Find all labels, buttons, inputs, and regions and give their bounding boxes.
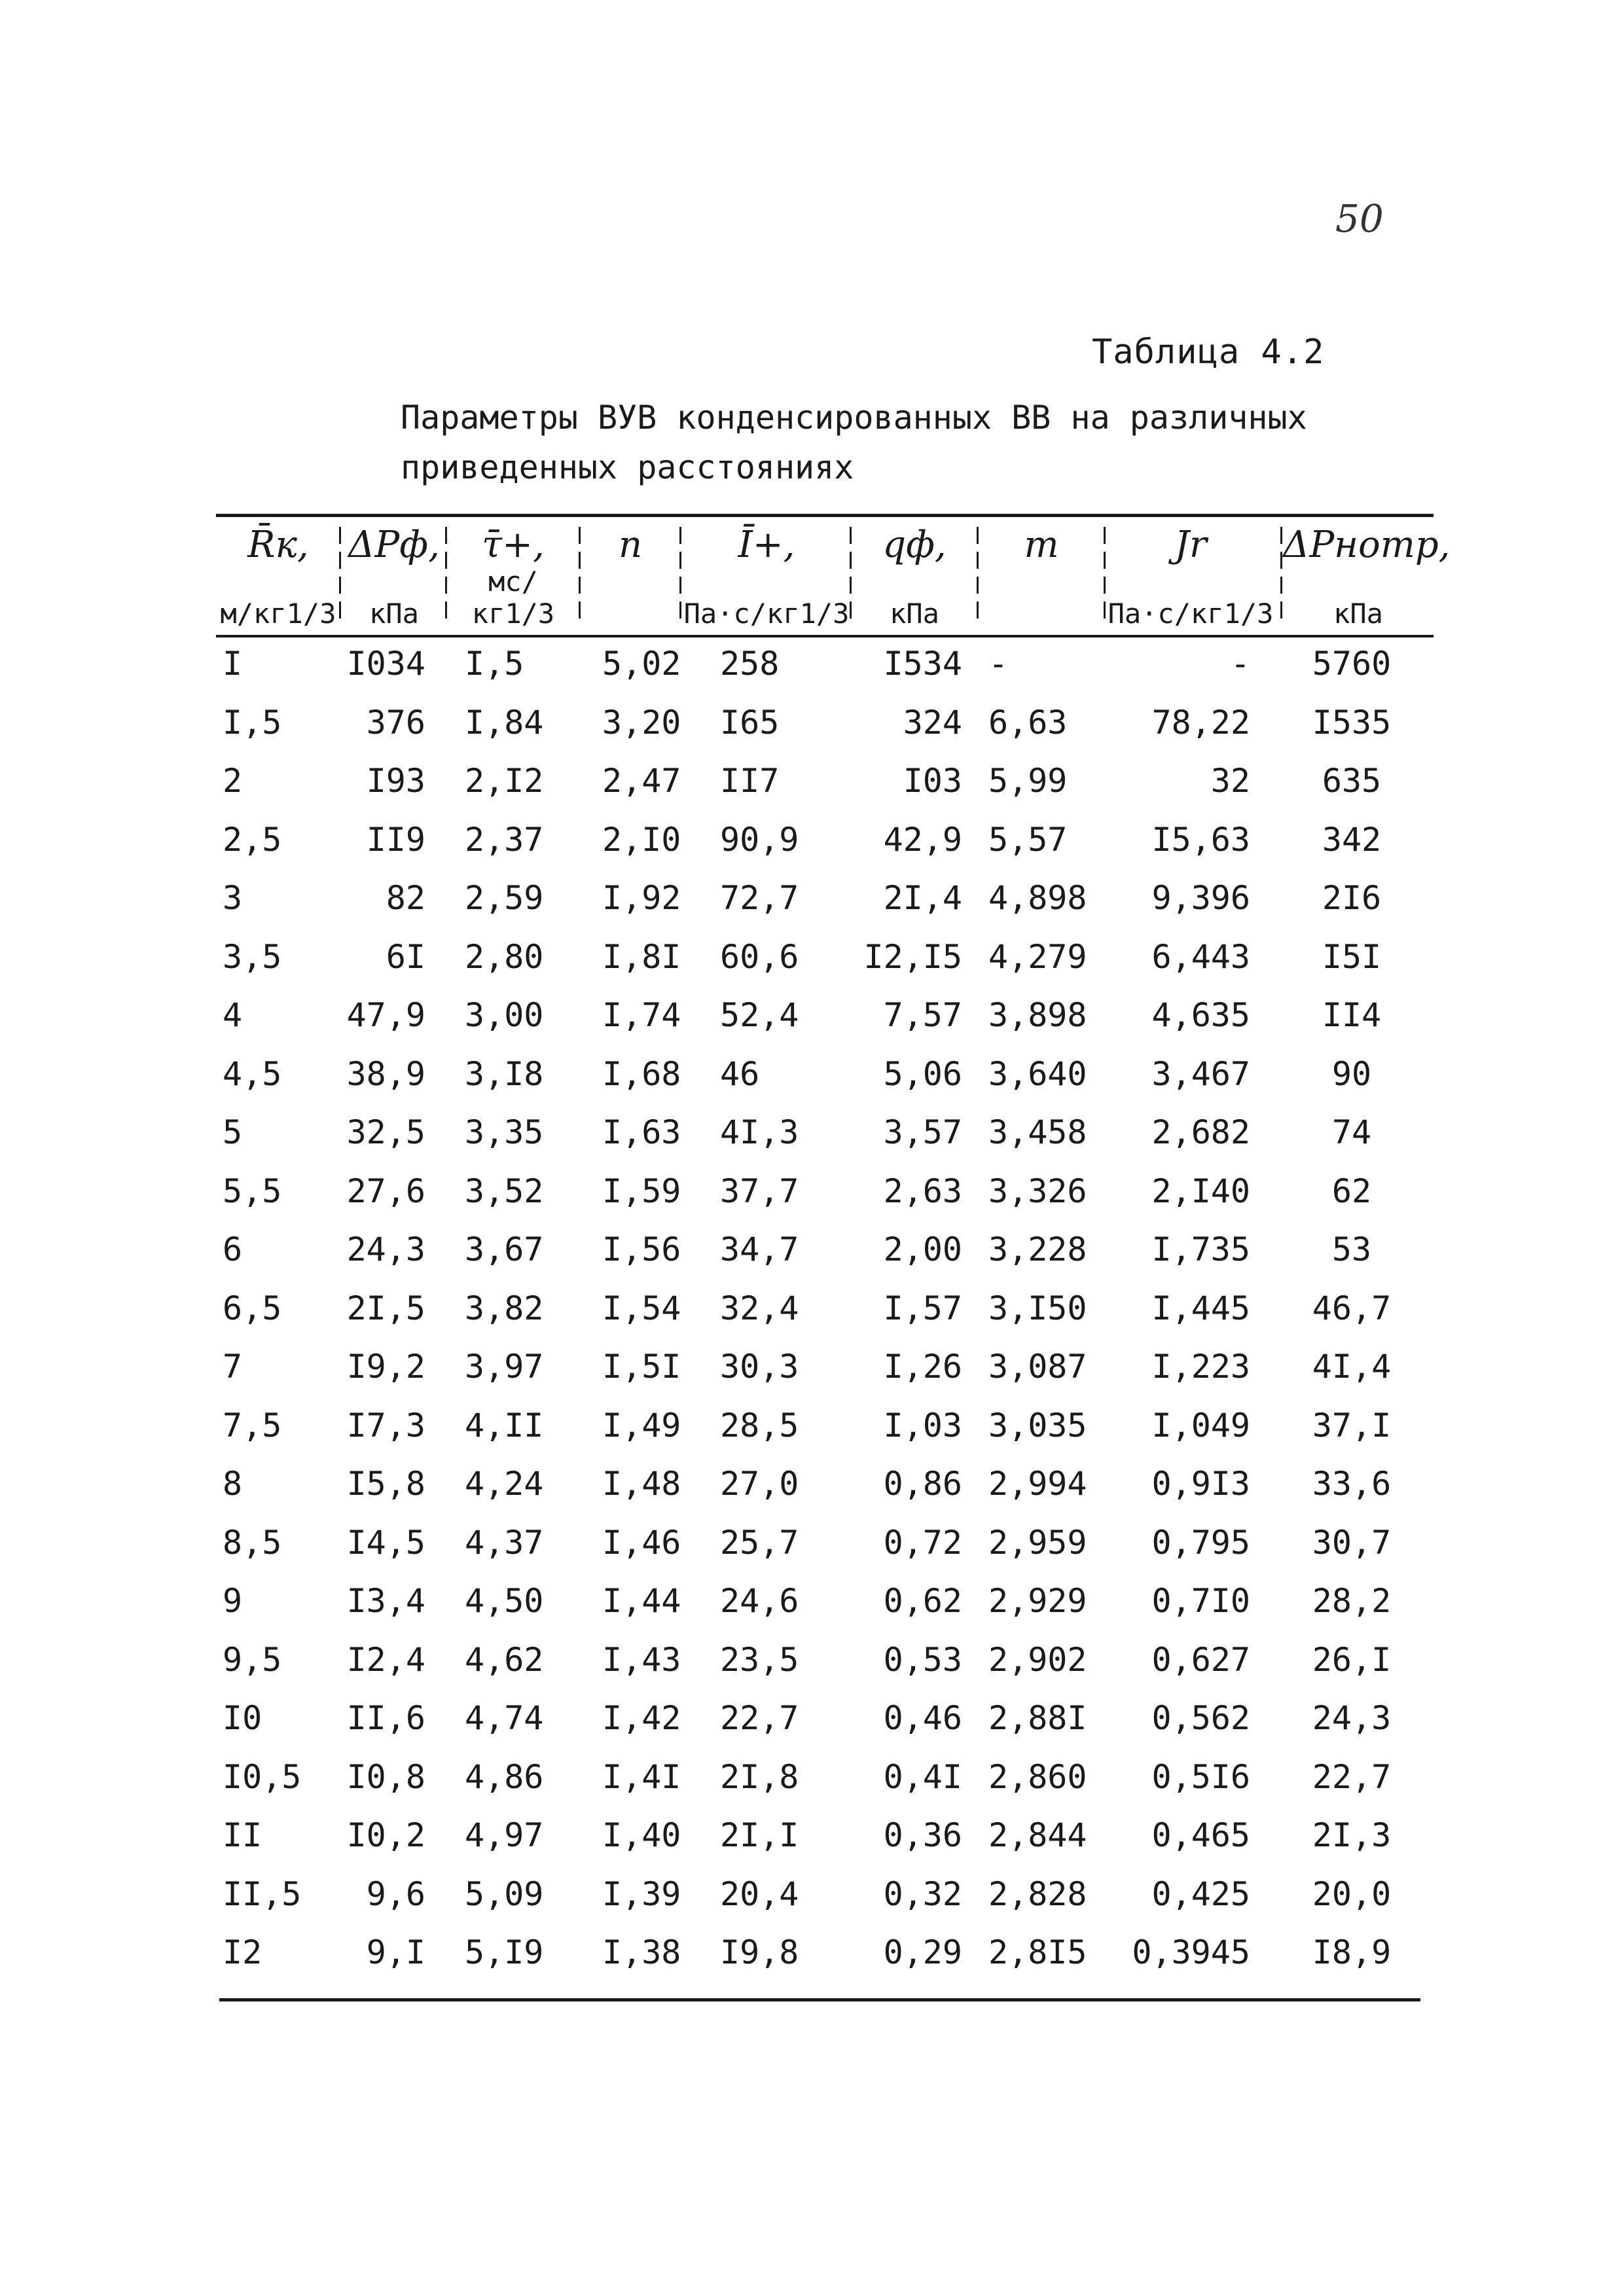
table-cell: 3,035 bbox=[988, 1406, 1087, 1444]
table-cell: 2,929 bbox=[988, 1582, 1087, 1620]
table-cell: 2,844 bbox=[988, 1816, 1087, 1854]
table-cell: 0,7I0 bbox=[1151, 1582, 1250, 1620]
table-cell: 0,9I3 bbox=[1151, 1465, 1250, 1503]
table-cell: 0,53 bbox=[883, 1640, 962, 1679]
table-cell: 2,I40 bbox=[1151, 1172, 1250, 1210]
table-cell: I9,2 bbox=[346, 1348, 425, 1386]
table-cell: 4,II bbox=[465, 1406, 544, 1444]
table-cell: I535 bbox=[1312, 703, 1392, 742]
table-cell: 3,326 bbox=[988, 1172, 1087, 1210]
table-cell: 2,00 bbox=[883, 1230, 962, 1268]
table-cell: 34,7 bbox=[720, 1230, 799, 1268]
table-row bbox=[216, 1348, 1434, 1407]
table-row bbox=[216, 1816, 1434, 1875]
table-cell: 2 bbox=[223, 762, 243, 800]
table-cell: 4,97 bbox=[465, 1816, 544, 1854]
table-cell: 0,425 bbox=[1151, 1874, 1250, 1913]
table-cell: 4,5 bbox=[223, 1054, 282, 1093]
table-cell: 8 bbox=[223, 1465, 243, 1503]
table-cell: I534 bbox=[883, 645, 962, 683]
table-cell: 3,228 bbox=[988, 1230, 1087, 1268]
table-cell: 6,443 bbox=[1151, 937, 1250, 976]
table-cell: 9 bbox=[223, 1582, 243, 1620]
table-cell: I,5 bbox=[465, 645, 524, 683]
table-cell: 28,5 bbox=[720, 1406, 799, 1444]
table-cell: 3,97 bbox=[465, 1348, 544, 1386]
table-cell: 38,9 bbox=[346, 1054, 425, 1093]
table-cell: 37,7 bbox=[720, 1172, 799, 1210]
table-cell: I,92 bbox=[602, 879, 681, 917]
table-cell: 0,3945 bbox=[1132, 1933, 1250, 1971]
table-cell: 53 bbox=[1331, 1230, 1372, 1268]
table-cell: 6,5 bbox=[223, 1289, 282, 1327]
data-table bbox=[216, 645, 1434, 1992]
table-row bbox=[216, 1582, 1434, 1641]
table-cell: 7,5 bbox=[223, 1406, 282, 1444]
table-cell: II,6 bbox=[346, 1699, 425, 1737]
table-row bbox=[216, 1699, 1434, 1758]
table-cell: 3,458 bbox=[988, 1113, 1087, 1151]
header-unit: Па·с/кг1/3 bbox=[1108, 598, 1274, 630]
header-unit: кПа bbox=[1333, 598, 1383, 630]
table-cell: I,40 bbox=[602, 1816, 681, 1854]
header-unit: кПа bbox=[369, 598, 419, 630]
header-symbol: m bbox=[1024, 524, 1059, 566]
table-cell: 4,86 bbox=[465, 1757, 544, 1796]
table-cell: I034 bbox=[346, 645, 425, 683]
table-cell: 5,09 bbox=[465, 1874, 544, 1913]
table-cell: 62 bbox=[1331, 1172, 1372, 1210]
table-cell: 0,4I bbox=[883, 1757, 962, 1796]
column-separator bbox=[679, 527, 681, 625]
table-cell: I5,8 bbox=[346, 1465, 425, 1503]
table-row bbox=[216, 1758, 1434, 1817]
table-cell: 4I,4 bbox=[1312, 1348, 1392, 1386]
table-cell: I,223 bbox=[1151, 1348, 1250, 1386]
table-cell: 2,828 bbox=[988, 1874, 1087, 1913]
table-cell: 20,0 bbox=[1312, 1874, 1392, 1913]
table-cell: 52,4 bbox=[720, 996, 799, 1034]
table-row bbox=[216, 1465, 1434, 1524]
header-col-impulse bbox=[682, 524, 851, 635]
table-cell: 6,63 bbox=[988, 703, 1068, 742]
table-cell: 4,898 bbox=[988, 879, 1087, 917]
header-unit: мс/кг1/3 bbox=[471, 565, 555, 630]
table-cell: I2,I5 bbox=[863, 937, 962, 976]
table-cell: I,68 bbox=[602, 1054, 681, 1093]
table-cell: I7,3 bbox=[346, 1406, 425, 1444]
table-row bbox=[216, 1113, 1434, 1172]
table-cell: I,43 bbox=[602, 1640, 681, 1679]
table-cell: 635 bbox=[1322, 762, 1382, 800]
table-cell: 3,82 bbox=[465, 1289, 544, 1327]
table-cell: I,57 bbox=[883, 1289, 962, 1327]
table-cell: 376 bbox=[366, 703, 425, 742]
table-cell: 4,635 bbox=[1151, 996, 1250, 1034]
column-separator bbox=[445, 527, 447, 625]
column-separator bbox=[1280, 527, 1282, 625]
table-cell: 324 bbox=[903, 703, 962, 742]
table-cell: 5,99 bbox=[988, 762, 1068, 800]
table-cell: I bbox=[223, 645, 243, 683]
caption-line-2: приведенных расстояниях bbox=[401, 448, 854, 486]
table-cell: 4,24 bbox=[465, 1465, 544, 1503]
table-cell: I,54 bbox=[602, 1289, 681, 1327]
table-row bbox=[216, 1524, 1434, 1583]
table-cell: 7,57 bbox=[883, 996, 962, 1034]
table-cell: 5,I9 bbox=[465, 1933, 544, 1971]
table-cell: 30,7 bbox=[1312, 1523, 1392, 1562]
table-cell: 0,5I6 bbox=[1151, 1757, 1250, 1796]
table-cell: 4I,3 bbox=[720, 1113, 799, 1151]
table-cell: 5,02 bbox=[602, 645, 681, 683]
table-cell: - bbox=[988, 645, 1009, 683]
table-cell: I0,8 bbox=[346, 1757, 425, 1796]
header-col-n bbox=[581, 524, 679, 635]
table-cell: 32 bbox=[1210, 762, 1250, 800]
table-cell: I,44 bbox=[602, 1582, 681, 1620]
table-row bbox=[216, 762, 1434, 821]
table-cell: I,38 bbox=[602, 1933, 681, 1971]
table-cell: 0,46 bbox=[883, 1699, 962, 1737]
table-cell: 22,7 bbox=[1312, 1757, 1392, 1796]
table-cell: 2,37 bbox=[465, 820, 544, 859]
table-cell: I,59 bbox=[602, 1172, 681, 1210]
table-cell: I,42 bbox=[602, 1699, 681, 1737]
table-cell: I,63 bbox=[602, 1113, 681, 1151]
table-cell: 3 bbox=[223, 879, 243, 917]
table-cell: 5,57 bbox=[988, 820, 1068, 859]
table-cell: 2,994 bbox=[988, 1465, 1087, 1503]
table-cell: I0 bbox=[223, 1699, 262, 1737]
table-cell: 2,682 bbox=[1151, 1113, 1250, 1151]
table-cell: I,5I bbox=[602, 1348, 681, 1386]
table-row bbox=[216, 704, 1434, 762]
header-col-qf bbox=[852, 524, 977, 635]
table-row bbox=[216, 1289, 1434, 1348]
header-unit: Па·с/кг1/3 bbox=[683, 598, 850, 630]
table-cell: 0,72 bbox=[883, 1523, 962, 1562]
table-cell: II9 bbox=[366, 820, 425, 859]
table-cell: 5 bbox=[223, 1113, 243, 1151]
table-cell: 2,88I bbox=[988, 1699, 1087, 1737]
table-cell: I,84 bbox=[465, 703, 544, 742]
table-cell: 0,32 bbox=[883, 1874, 962, 1913]
table-cell: 60,6 bbox=[720, 937, 799, 976]
table-cell: 2,959 bbox=[988, 1523, 1087, 1562]
table-cell: 2I6 bbox=[1322, 879, 1382, 917]
table-cell: 78,22 bbox=[1151, 703, 1250, 742]
table-cell: 2,8I5 bbox=[988, 1933, 1087, 1971]
table-row bbox=[216, 821, 1434, 880]
header-col-r bbox=[216, 524, 340, 635]
table-cell: 3,00 bbox=[465, 996, 544, 1034]
table-cell: I0,5 bbox=[223, 1757, 302, 1796]
table-cell: 9,396 bbox=[1151, 879, 1250, 917]
header-symbol: Ī+, bbox=[738, 524, 795, 566]
table-top-rule bbox=[216, 514, 1434, 517]
header-symbol: ΔPф, bbox=[348, 524, 440, 566]
table-cell: 27,0 bbox=[720, 1465, 799, 1503]
table-cell: - bbox=[1230, 645, 1250, 683]
table-cell: I,5 bbox=[223, 703, 282, 742]
table-cell: I,049 bbox=[1151, 1406, 1250, 1444]
table-cell: I8,9 bbox=[1312, 1933, 1392, 1971]
table-cell: 32,4 bbox=[720, 1289, 799, 1327]
table-cell: 74 bbox=[1331, 1113, 1372, 1151]
table-cell: 9,6 bbox=[366, 1874, 425, 1913]
header-symbol: ΔPнотр, bbox=[1283, 524, 1451, 566]
table-cell: 2,47 bbox=[602, 762, 681, 800]
table-cell: 2,902 bbox=[988, 1640, 1087, 1679]
page-number: 50 bbox=[1335, 196, 1384, 241]
table-cell: 42,9 bbox=[883, 820, 962, 859]
table-cell: I,4I bbox=[602, 1757, 681, 1796]
header-col-dpf bbox=[342, 524, 446, 635]
table-cell: II,5 bbox=[223, 1874, 302, 1913]
table-cell: II bbox=[223, 1816, 262, 1854]
table-cell: 82 bbox=[386, 879, 425, 917]
table-cell: 23,5 bbox=[720, 1640, 799, 1679]
column-separator bbox=[1104, 527, 1106, 625]
table-cell: 8,5 bbox=[223, 1523, 282, 1562]
table-cell: I,8I bbox=[602, 937, 681, 976]
header-col-jr bbox=[1106, 524, 1275, 635]
table-row bbox=[216, 1933, 1434, 1992]
header-symbol: n bbox=[618, 524, 643, 566]
table-row bbox=[216, 938, 1434, 997]
table-cell: I,735 bbox=[1151, 1230, 1250, 1268]
table-cell: I3,4 bbox=[346, 1582, 425, 1620]
table-row bbox=[216, 1055, 1434, 1114]
table-cell: 2,80 bbox=[465, 937, 544, 976]
table-cell: 3,087 bbox=[988, 1348, 1087, 1386]
table-cell: 27,6 bbox=[346, 1172, 425, 1210]
table-cell: I,03 bbox=[883, 1406, 962, 1444]
table-cell: 0,562 bbox=[1151, 1699, 1250, 1737]
table-cell: 0,627 bbox=[1151, 1640, 1250, 1679]
header-symbol: τ̄+, bbox=[482, 524, 545, 566]
table-cell: 3,57 bbox=[883, 1113, 962, 1151]
header-col-tau bbox=[448, 524, 579, 635]
table-cell: 2I,8 bbox=[720, 1757, 799, 1796]
table-cell: 4,62 bbox=[465, 1640, 544, 1679]
table-row bbox=[216, 1875, 1434, 1934]
table-cell: 2,63 bbox=[883, 1172, 962, 1210]
table-cell: I,39 bbox=[602, 1874, 681, 1913]
table-cell: 24,3 bbox=[346, 1230, 425, 1268]
table-cell: 25,7 bbox=[720, 1523, 799, 1562]
table-cell: I65 bbox=[720, 703, 780, 742]
table-cell: I,46 bbox=[602, 1523, 681, 1562]
table-cell: 3,52 bbox=[465, 1172, 544, 1210]
table-cell: 33,6 bbox=[1312, 1465, 1392, 1503]
table-cell: 3,35 bbox=[465, 1113, 544, 1151]
header-unit: м/кг1/3 bbox=[220, 598, 336, 630]
table-cell: 2,I2 bbox=[465, 762, 544, 800]
table-cell: 22,7 bbox=[720, 1699, 799, 1737]
table-cell: 2I,I bbox=[720, 1816, 799, 1854]
table-cell: 6 bbox=[223, 1230, 243, 1268]
table-cell: I5I bbox=[1322, 937, 1382, 976]
table-row bbox=[216, 996, 1434, 1055]
table-cell: 0,36 bbox=[883, 1816, 962, 1854]
table-caption bbox=[401, 393, 1579, 492]
header-symbol: R̄к, bbox=[247, 524, 309, 566]
header-symbol: qф, bbox=[882, 524, 947, 566]
caption-line-1: Параметры ВУВ конденсированных ВВ на различных bbox=[401, 399, 1307, 437]
table-cell: 5,06 bbox=[883, 1054, 962, 1093]
table-cell: 4,74 bbox=[465, 1699, 544, 1737]
table-cell: 9,I bbox=[366, 1933, 425, 1971]
table-cell: 5760 bbox=[1312, 645, 1392, 683]
table-cell: 342 bbox=[1322, 820, 1382, 859]
table-cell: I9,8 bbox=[720, 1933, 799, 1971]
table-cell: 0,62 bbox=[883, 1582, 962, 1620]
header-rule bbox=[216, 635, 1434, 637]
table-cell: I,56 bbox=[602, 1230, 681, 1268]
table-cell: 26,I bbox=[1312, 1640, 1392, 1679]
table-cell: I,48 bbox=[602, 1465, 681, 1503]
table-cell: 4,37 bbox=[465, 1523, 544, 1562]
table-cell: 0,86 bbox=[883, 1465, 962, 1503]
table-cell: 2I,5 bbox=[346, 1289, 425, 1327]
table-cell: 72,7 bbox=[720, 879, 799, 917]
table-cell: 9,5 bbox=[223, 1640, 282, 1679]
table-cell: 2,860 bbox=[988, 1757, 1087, 1796]
table-cell: I93 bbox=[366, 762, 425, 800]
table-row bbox=[216, 1172, 1434, 1231]
table-cell: 47,9 bbox=[346, 996, 425, 1034]
table-cell: 3,I50 bbox=[988, 1289, 1087, 1327]
table-cell: 5,5 bbox=[223, 1172, 282, 1210]
table-cell: II4 bbox=[1322, 996, 1382, 1034]
table-cell: 2I,4 bbox=[883, 879, 962, 917]
header-symbol: Jr bbox=[1174, 524, 1207, 566]
table-cell: 3,898 bbox=[988, 996, 1087, 1034]
table-cell: 258 bbox=[720, 645, 780, 683]
table-cell: 2,5 bbox=[223, 820, 282, 859]
column-separator bbox=[850, 527, 852, 625]
table-cell: 20,4 bbox=[720, 1874, 799, 1913]
table-cell: I,445 bbox=[1151, 1289, 1250, 1327]
column-separator bbox=[339, 527, 341, 625]
table-cell: 4 bbox=[223, 996, 243, 1034]
table-cell: 24,3 bbox=[1312, 1699, 1392, 1737]
table-cell: 4,279 bbox=[988, 937, 1087, 976]
table-cell: 2,I0 bbox=[602, 820, 681, 859]
table-cell: 7 bbox=[223, 1348, 243, 1386]
table-cell: I03 bbox=[903, 762, 962, 800]
table-cell: 90,9 bbox=[720, 820, 799, 859]
table-cell: I,74 bbox=[602, 996, 681, 1034]
table-cell: I0,2 bbox=[346, 1816, 425, 1854]
table-cell: 2I,3 bbox=[1312, 1816, 1392, 1854]
table-cell: 3,20 bbox=[602, 703, 681, 742]
table-cell: I,26 bbox=[883, 1348, 962, 1386]
table-cell: I4,5 bbox=[346, 1523, 425, 1562]
table-bottom-rule bbox=[219, 1998, 1420, 2001]
table-cell: 3,I8 bbox=[465, 1054, 544, 1093]
table-cell: I5,63 bbox=[1151, 820, 1250, 859]
table-cell: 3,640 bbox=[988, 1054, 1087, 1093]
table-row bbox=[216, 1230, 1434, 1289]
table-cell: 0,465 bbox=[1151, 1816, 1250, 1854]
column-separator bbox=[579, 527, 581, 625]
table-row bbox=[216, 1641, 1434, 1700]
table-cell: 0,795 bbox=[1151, 1523, 1250, 1562]
table-cell: 46 bbox=[720, 1054, 760, 1093]
table-cell: 32,5 bbox=[346, 1113, 425, 1151]
table-cell: I,49 bbox=[602, 1406, 681, 1444]
header-unit: кПа bbox=[890, 598, 939, 630]
table-cell: 3,67 bbox=[465, 1230, 544, 1268]
table-cell: 0,29 bbox=[883, 1933, 962, 1971]
table-cell: 3,5 bbox=[223, 937, 282, 976]
table-cell: I2,4 bbox=[346, 1640, 425, 1679]
table-cell: 90 bbox=[1331, 1054, 1372, 1093]
table-row bbox=[216, 1407, 1434, 1465]
table-cell: 37,I bbox=[1312, 1406, 1392, 1444]
table-cell: 46,7 bbox=[1312, 1289, 1392, 1327]
table-cell: 6I bbox=[386, 937, 425, 976]
table-row bbox=[216, 879, 1434, 938]
table-cell: 30,3 bbox=[720, 1348, 799, 1386]
table-cell: II7 bbox=[720, 762, 780, 800]
table-cell: 4,50 bbox=[465, 1582, 544, 1620]
table-cell: 28,2 bbox=[1312, 1582, 1392, 1620]
table-cell: 3,467 bbox=[1151, 1054, 1250, 1093]
column-separator bbox=[977, 527, 979, 625]
header-col-m bbox=[979, 524, 1104, 635]
table-cell: I2 bbox=[223, 1933, 262, 1971]
table-label: Таблица 4.2 bbox=[1092, 332, 1325, 372]
table-row bbox=[216, 645, 1434, 704]
header-col-dpotr bbox=[1283, 524, 1451, 635]
table-cell: 2,59 bbox=[465, 879, 544, 917]
table-cell: 24,6 bbox=[720, 1582, 799, 1620]
